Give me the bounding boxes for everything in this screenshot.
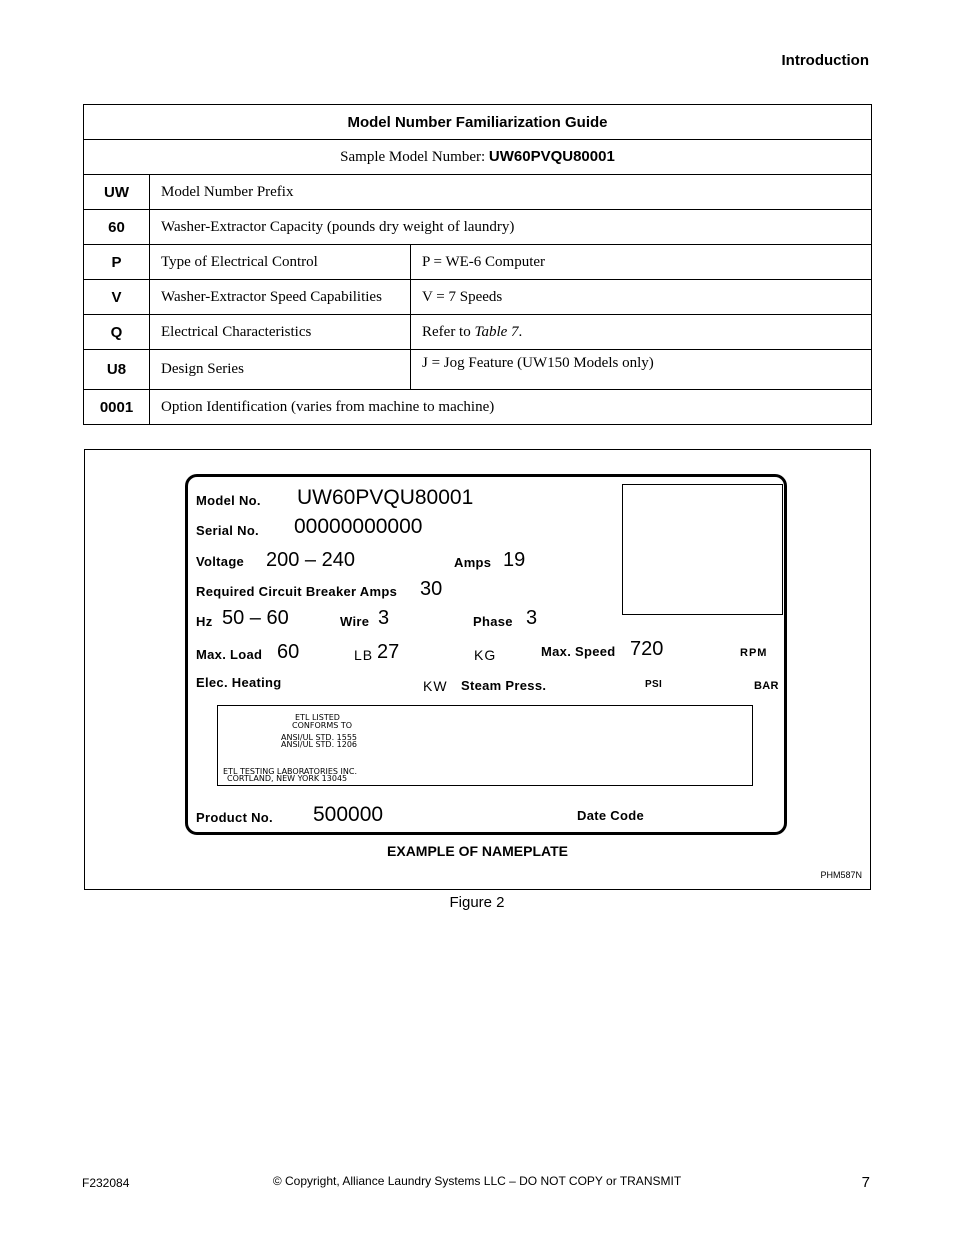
- table-row: [84, 175, 872, 210]
- row-description: Washer-Extractor Speed Capabilities: [150, 280, 411, 315]
- hz-value: 50 – 60: [222, 607, 289, 629]
- etl-listed: ETL LISTED: [295, 713, 340, 722]
- section-title: Introduction: [781, 52, 869, 69]
- nameplate-illustration: [185, 474, 787, 835]
- phase-label: Phase: [473, 614, 513, 629]
- etl-std-1555: ANSI/UL STD. 1555: [281, 733, 358, 742]
- etl-laboratories: ETL TESTING LABORATORIES INC.: [223, 767, 358, 776]
- breaker-value: 30: [420, 578, 443, 600]
- breaker-label: Required Circuit Breaker Amps: [196, 584, 398, 599]
- sample-model-number: [84, 140, 872, 175]
- etl-std-1206: ANSI/UL STD. 1206: [281, 740, 358, 749]
- row-description: Washer-Extractor Capacity (pounds dry weight of laundry): [150, 210, 872, 245]
- amps-value: 19: [503, 549, 526, 571]
- row-description: Option Identification (varies from machine to machine): [150, 390, 872, 425]
- figure-caption: EXAMPLE OF NAMEPLATE: [387, 843, 568, 859]
- figure-label: Figure 2: [449, 894, 505, 911]
- table-row: [84, 280, 872, 315]
- max-load-value: 60: [277, 641, 300, 663]
- model-label: Model No.: [196, 493, 261, 508]
- model-value: UW60PVQU80001: [297, 486, 474, 509]
- document-id: F232084: [82, 1176, 130, 1190]
- row-value: [411, 315, 872, 350]
- row-description: Electrical Characteristics: [150, 315, 411, 350]
- voltage-value: 200 – 240: [266, 549, 355, 571]
- wire-label: Wire: [340, 614, 370, 629]
- row-description: Model Number Prefix: [150, 175, 872, 210]
- etl-address: CORTLAND, NEW YORK 13045: [227, 774, 348, 783]
- lb-value: 27: [377, 641, 400, 663]
- serial-label: Serial No.: [196, 523, 259, 538]
- table-row: [84, 350, 872, 390]
- model-number-guide-table: [83, 104, 872, 425]
- psi-label: PSI: [645, 679, 663, 690]
- table-reference: Table 7: [474, 323, 519, 340]
- etl-listing-box: [217, 705, 753, 786]
- table-row: [84, 390, 872, 425]
- table-title-row: [84, 105, 872, 140]
- sample-row: [84, 140, 872, 175]
- kw-label: KW: [423, 678, 448, 694]
- kg-label: KG: [474, 647, 497, 663]
- elec-heating-label: Elec. Heating: [196, 675, 282, 690]
- row-code: V: [84, 280, 150, 315]
- copyright-notice: © Copyright, Alliance Laundry Systems LLC – DO NOT COPY or TRANSMIT: [272, 1174, 682, 1188]
- max-load-label: Max. Load: [196, 647, 263, 662]
- row-code: Q: [84, 315, 150, 350]
- row-code: UW: [84, 175, 150, 210]
- hz-label: Hz: [196, 614, 213, 629]
- table-row: [84, 210, 872, 245]
- product-label: Product No.: [196, 810, 273, 825]
- etl-conforms: CONFORMS TO: [292, 721, 353, 730]
- lb-label: LB: [354, 647, 374, 663]
- row-code: 0001: [84, 390, 150, 425]
- wire-value: 3: [378, 607, 390, 629]
- row-code: P: [84, 245, 150, 280]
- sample-value: UW60PVQU80001: [488, 148, 615, 165]
- rpm-label: RPM: [740, 647, 768, 659]
- max-speed-value: 720: [630, 638, 664, 660]
- row-value-suffix: .: [518, 323, 523, 340]
- row-value: P = WE-6 Computer: [411, 245, 872, 280]
- max-speed-label: Max. Speed: [541, 644, 616, 659]
- serial-value: 00000000000: [294, 515, 423, 538]
- row-code: 60: [84, 210, 150, 245]
- image-placeholder-box: [622, 484, 783, 615]
- page-number: 7: [861, 1174, 870, 1191]
- table-row: [84, 315, 872, 350]
- product-value: 500000: [313, 803, 384, 826]
- bar-label: BAR: [754, 680, 779, 692]
- amps-label: Amps: [454, 555, 492, 570]
- sample-label: Sample Model Number:: [340, 149, 486, 165]
- date-code-label: Date Code: [577, 808, 644, 823]
- table-title: Model Number Familiarization Guide: [84, 105, 872, 140]
- phase-value: 3: [526, 607, 538, 629]
- table-row: [84, 245, 872, 280]
- figure-box: [84, 449, 871, 890]
- row-value: J = Jog Feature (UW150 Models only): [411, 350, 872, 390]
- steam-press-label: Steam Press.: [461, 678, 547, 693]
- row-description: Type of Electrical Control: [150, 245, 411, 280]
- row-description: Design Series: [150, 350, 411, 390]
- voltage-label: Voltage: [196, 554, 245, 569]
- row-code: U8: [84, 350, 150, 390]
- figure-code: PHM587N: [820, 870, 862, 880]
- row-value-prefix: Refer to: [422, 323, 471, 340]
- row-value: V = 7 Speeds: [411, 280, 872, 315]
